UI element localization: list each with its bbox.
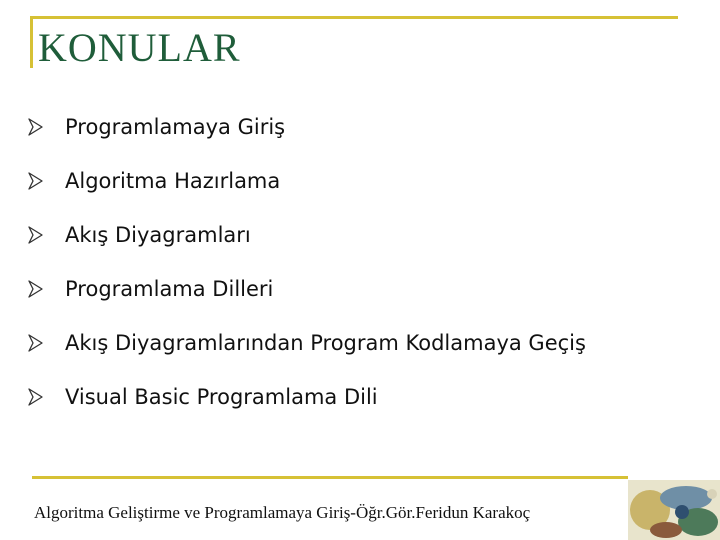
slide-title: KONULAR <box>38 25 241 70</box>
topic-label: Akış Diyagramları <box>65 223 251 247</box>
title-frame-top-line <box>30 16 678 19</box>
topic-item <box>28 262 688 316</box>
topic-label: Visual Basic Programlama Dili <box>65 385 378 409</box>
topic-item <box>28 208 688 262</box>
arrowhead-bullet-icon <box>28 333 43 353</box>
topic-label: Programlama Dilleri <box>65 277 274 301</box>
arrowhead-bullet-icon <box>28 171 43 191</box>
footer-text: Algoritma Geliştirme ve Programlamaya Giriş-Öğr.Gör.Feridun Karakoç <box>34 503 531 522</box>
topic-item <box>28 316 688 370</box>
arrowhead-bullet-icon <box>28 225 43 245</box>
topic-label: Akış Diyagramlarından Program Kodlamaya Geçiş <box>65 331 586 355</box>
topic-label: Programlamaya Giriş <box>65 115 286 139</box>
topic-list <box>28 100 688 424</box>
topic-item <box>28 370 688 424</box>
decorative-corner-image <box>628 480 720 540</box>
arrowhead-bullet-icon <box>28 279 43 299</box>
topic-item <box>28 154 688 208</box>
topic-label: Algoritma Hazırlama <box>65 169 281 193</box>
title-frame-left-line <box>30 16 33 68</box>
arrowhead-bullet-icon <box>28 117 43 137</box>
arrowhead-bullet-icon <box>28 387 43 407</box>
footer-divider <box>32 476 628 479</box>
topic-item <box>28 100 688 154</box>
